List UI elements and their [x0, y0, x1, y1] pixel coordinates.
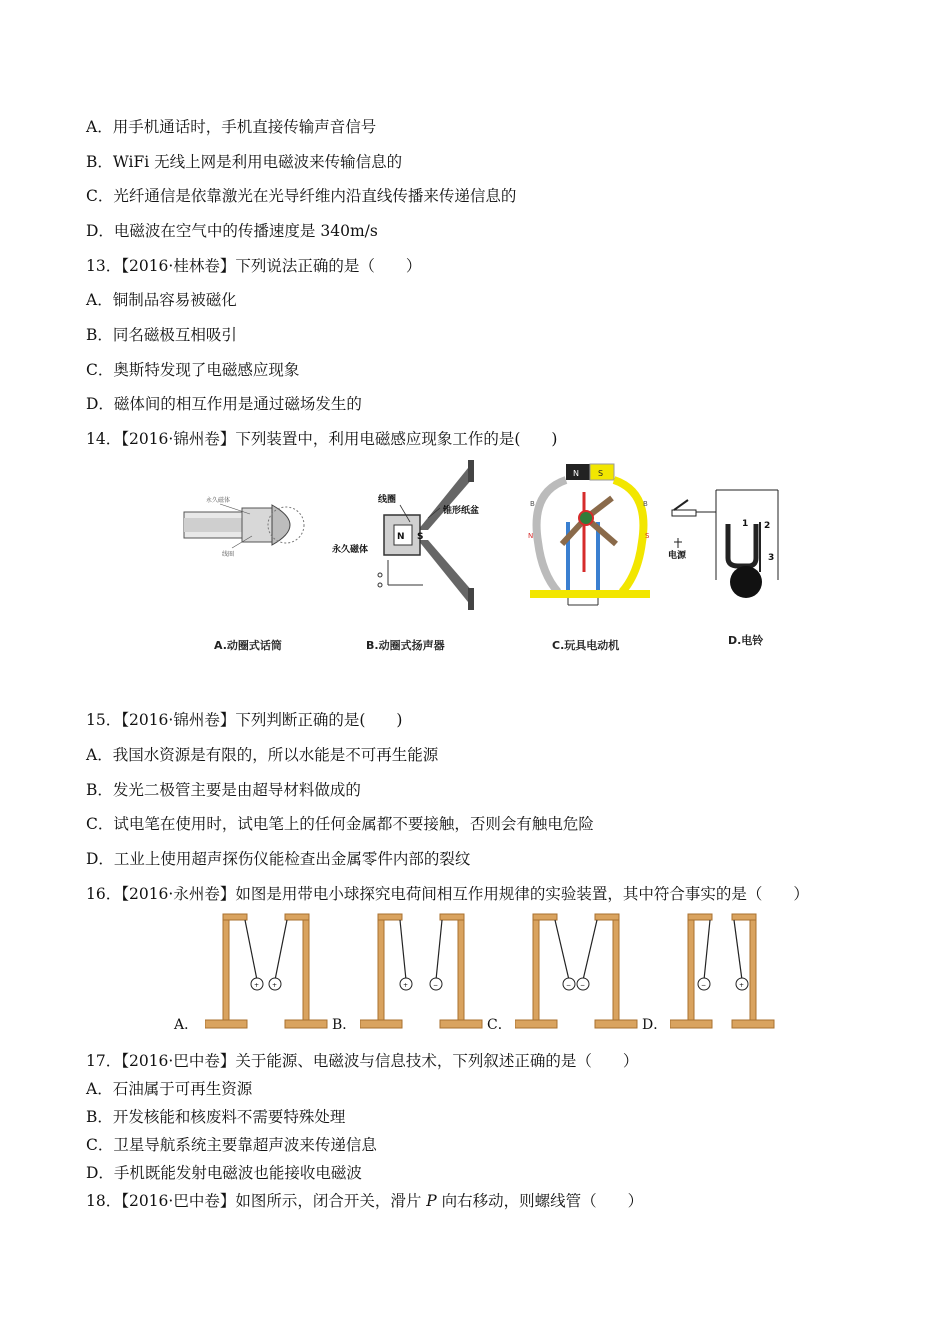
q13-option-c: C．奥斯特发现了电磁感应现象: [86, 361, 300, 379]
q12-option-d: D．电磁波在空气中的传播速度是 340m/s: [86, 222, 378, 240]
q16-stem: 16．【2016·永州卷】如图是用带电小球探究电荷间相互作用规律的实验装置，其中符合事实的是（ ）: [86, 885, 809, 903]
q15-option-b: B．发光二极管主要是由超导材料做成的: [86, 781, 361, 799]
q16-option-a-label: A．: [174, 1017, 199, 1033]
pendulum-frame-d: [670, 912, 795, 1030]
q17-stem: 17．【2016·巴中卷】关于能源、电磁波与信息技术，下列叙述正确的是（ ）: [86, 1052, 639, 1070]
q14-figure: [180, 460, 800, 660]
speaker-n-label: N: [397, 532, 405, 542]
pendulum-frame-c: [515, 912, 640, 1030]
q13-option-a: A．铜制品容易被磁化: [86, 291, 237, 309]
q15-stem: 15．【2016·锦州卷】下列判断正确的是( ): [86, 711, 403, 729]
q17-option-c: C．卫星导航系统主要靠超声波来传递信息: [86, 1136, 377, 1154]
q12-option-c: C．光纤通信是依靠激光在光导纤维内沿直线传播来传递信息的: [86, 187, 517, 205]
charge-sign: −: [566, 982, 572, 989]
q12-option-b: B．WiFi 无线上网是利用电磁波来传输信息的: [86, 153, 403, 171]
bell-2-label: 2: [764, 521, 771, 531]
q15-option-c: C．试电笔在使用时，试电笔上的任何金属都不要接触，否则会有触电危险: [86, 815, 594, 833]
q13-option-b: B．同名磁极互相吸引: [86, 326, 237, 344]
motor-caption: C.玩具电动机: [552, 639, 620, 652]
q14-stem: 14．【2016·锦州卷】下列装置中，利用电磁感应现象工作的是( ): [86, 430, 558, 448]
q16-option-c-label: C．: [487, 1017, 512, 1033]
q17-option-d: D．手机既能发射电磁波也能接收电磁波: [86, 1164, 362, 1182]
speaker-diagram: [328, 460, 508, 620]
q18-stem: [86, 1191, 643, 1211]
microphone-diagram: [180, 490, 310, 560]
q15-option-d: D．工业上使用超声探伤仪能检查出金属零件内部的裂纹: [86, 850, 471, 868]
q12-option-a: A．用手机通话时，手机直接传输声音信号: [86, 118, 377, 136]
q17-option-b: B．开发核能和核废料不需要特殊处理: [86, 1108, 346, 1126]
motor-side-s-label: S: [645, 532, 650, 540]
charge-sign: +: [403, 982, 409, 989]
charge-sign: +: [739, 982, 745, 989]
q16-figure: [170, 912, 790, 1037]
bell-3-label: 3: [768, 553, 775, 563]
charge-sign: −: [433, 982, 439, 989]
mic-magnet-label: 永久磁体: [206, 497, 231, 504]
speaker-caption: B.动圈式扬声器: [366, 639, 445, 652]
motor-b-right-label: B: [643, 500, 648, 508]
mic-coil-label: 线圈: [222, 551, 235, 558]
slider-variable-p: P: [426, 1192, 437, 1210]
speaker-s-label: S: [417, 532, 424, 542]
pendulum-frame-b: [360, 912, 485, 1030]
motor-n-label: N: [573, 469, 579, 478]
speaker-cone-label: 锥形纸盆: [443, 506, 480, 516]
bell-1-label: 1: [742, 519, 749, 529]
motor-s-label: S: [598, 469, 604, 478]
bell-caption: D.电铃: [728, 634, 764, 647]
speaker-coil-label: 线圈: [378, 495, 397, 505]
q16-option-d-label: D．: [642, 1017, 668, 1033]
q18-stem-part2: 向右移动，则螺线管（ ）: [441, 1192, 644, 1210]
charge-sign: −: [580, 982, 586, 989]
charge-sign: +: [254, 982, 260, 989]
motor-b-left-label: B: [530, 500, 535, 508]
speaker-magnet-label: 永久磁体: [332, 545, 369, 555]
q13-option-d: D．磁体间的相互作用是通过磁场发生的: [86, 395, 362, 413]
q15-option-a: A．我国水资源是有限的，所以水能是不可再生能源: [86, 746, 439, 764]
q16-option-b-label: B．: [332, 1017, 357, 1033]
charge-sign: +: [272, 982, 278, 989]
bell-power-label: 电源: [668, 551, 687, 561]
q13-stem: 13．【2016·桂林卷】下列说法正确的是（ ）: [86, 257, 422, 275]
mic-caption: A.动圈式话筒: [214, 639, 282, 652]
charge-sign: −: [701, 982, 707, 989]
pendulum-frame-a: [205, 912, 330, 1030]
bell-diagram: [668, 482, 788, 612]
q18-stem-part1: 18．【2016·巴中卷】如图所示，闭合开关，滑片: [86, 1192, 422, 1210]
motor-diagram: [528, 462, 653, 607]
motor-side-n-label: N: [528, 532, 534, 540]
q17-option-a: A．石油属于可再生资源: [86, 1080, 253, 1098]
